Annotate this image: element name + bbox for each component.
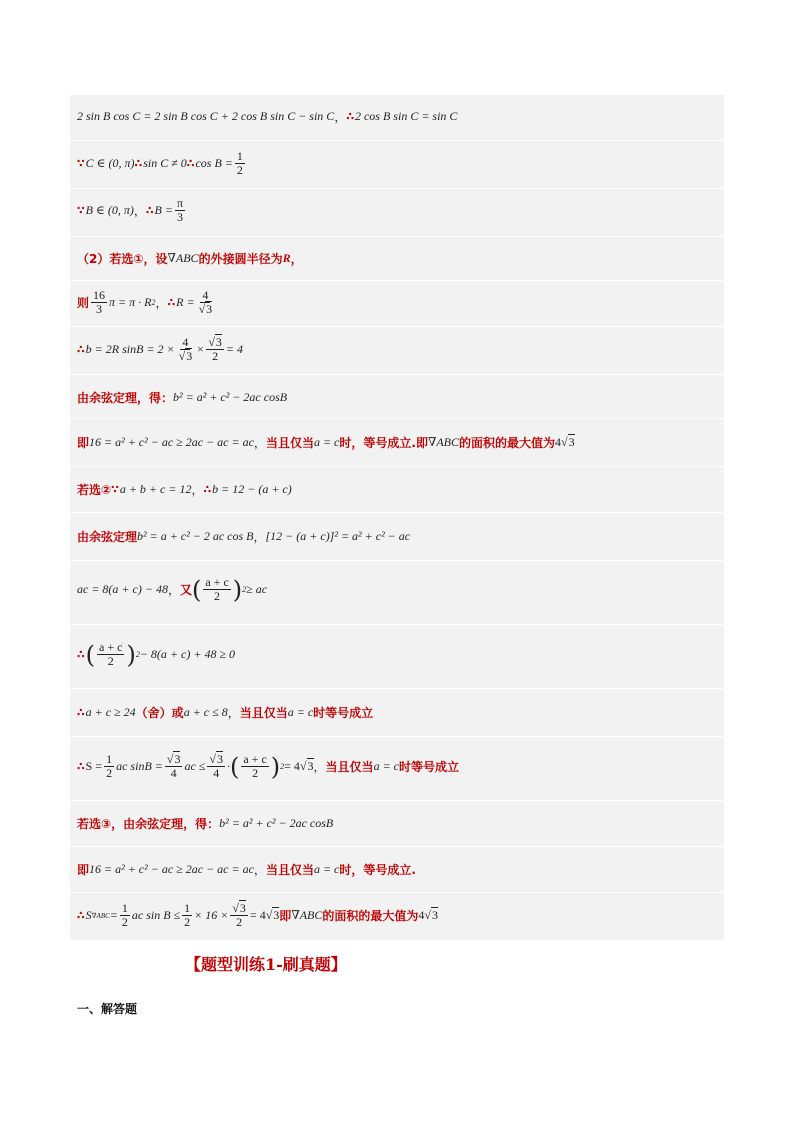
denominator: 4 [170,766,177,780]
value: 4 [418,908,425,922]
sqrt-value: √3 [424,908,438,922]
radicand: 3 [568,435,575,449]
divider [70,140,724,141]
fraction [235,150,245,177]
paren-close: ) [126,640,136,669]
equation: 16 = a² + c² − ac ≥ 2ac − ac = ac [89,435,254,449]
numerator: √3 [232,901,246,915]
radicand: 3 [186,349,193,363]
divider [70,280,724,281]
punctuation: ， [191,483,204,497]
text: 当且仅当 [325,760,374,774]
radicand: 3 [273,908,280,922]
operator: × [196,342,205,356]
section-title: 【题型训练1-刷真题】 [185,955,347,974]
fraction [206,336,224,363]
divider [70,892,724,893]
sqrt-value: √3 [561,435,575,449]
equation: = 4 [284,759,300,773]
numerator: √3 [208,335,222,349]
numerator: π [176,196,184,210]
therefore-icon: ∴ [346,110,354,123]
radicand: 3 [174,752,181,766]
solution-line-1 [77,108,720,125]
subscript: ∇ABC [91,911,110,920]
equation: ≥ ac [246,582,268,596]
radicand: 3 [239,901,246,915]
text: 即 [77,436,90,450]
case-label: 若选③，由余弦定理，得： [77,817,220,831]
divider [70,466,724,467]
text: 则 [77,296,90,310]
equation: R = [176,295,195,309]
operator: = [109,908,118,922]
solution-line-16 [77,861,720,878]
fraction [197,289,215,316]
punctuation: ， [334,110,347,124]
denominator: 2 [107,654,114,668]
therefore-icon: ∴ [145,204,154,217]
fraction [104,753,114,780]
punctuation: ， [290,252,303,266]
paren-close: ) [232,575,243,604]
divider [70,736,724,737]
because-icon: ∵ [77,204,85,217]
operator: · [226,759,230,773]
therefore-icon: ∴ [77,648,85,661]
paren-close: ) [270,752,281,781]
fraction [97,641,124,668]
solution-line-8 [77,434,720,451]
numerator: 1 [106,752,113,766]
equation: b² = a² + c² − 2ac cosB [173,390,288,404]
because-icon: ∵ [77,157,85,170]
punctuation: ， [253,530,266,544]
text: 时，等号成立.即 [339,436,428,450]
therefore-icon: ∴ [134,157,143,170]
solution-line-6 [77,336,720,363]
triangle-name: ∇ABC [291,908,323,922]
denominator: 2 [121,915,128,929]
case-label: 若选② [77,483,112,497]
punctuation: ， [227,706,240,720]
solution-line-2 [77,150,720,177]
therefore-icon: ∴ [77,706,85,719]
numerator: a + c [243,752,267,766]
exponent: 2 [242,585,247,594]
paren-open: ( [85,640,96,669]
equation: π = π · R [109,295,152,309]
equation: ac sin B ≤ [131,908,181,922]
sqrt-value: √3 [299,759,314,773]
denominator: 4 [213,766,220,780]
equation: 16 = a² + c² − ac ≥ 2ac − ac = ac [89,862,254,876]
paren-open: ( [191,575,202,604]
divider [70,624,724,625]
numerator: 1 [184,901,191,915]
divider [70,236,724,237]
equation: b = 12 − (a + c) [212,482,292,496]
equation: B ∈ (0, π) [85,203,134,217]
text: 即 [279,909,292,923]
text: 当且仅当 [265,436,314,450]
numerator: √3 [209,752,223,766]
fraction [241,753,268,780]
therefore-icon: ∴ [186,157,195,170]
solution-line-14 [77,753,720,780]
equation: × 16 × [194,908,229,922]
paren-open: ( [229,752,240,781]
numerator: √3 [166,752,181,766]
numerator: a + c [205,575,229,589]
fraction [120,902,130,929]
text: 的面积的最大值为 [459,436,556,450]
equation: a + c ≤ 8 [183,705,228,719]
fraction [165,753,183,780]
fraction [207,753,225,780]
equation: ac ≤ [184,759,206,773]
divider [70,326,724,327]
case-label: （2）若选①，设 [77,252,168,266]
denominator: 2 [236,163,243,177]
numerator: 4 [182,335,189,349]
equation: C ∈ (0, π) [85,156,135,170]
solution-line-17 [77,902,720,929]
text: 由余弦定理，得： [77,391,174,405]
equation: a = c [373,759,399,773]
equation: ac = 8(a + c) − 48 [77,582,168,596]
therefore-icon: ∴ [203,483,212,496]
divider [70,374,724,375]
exponent: 2 [135,650,140,659]
denominator: 2 [252,766,259,780]
fraction [177,336,195,363]
text: 的面积的最大值为 [322,909,419,923]
radicand: 3 [215,335,222,349]
equation: = 4 [249,908,266,922]
equation: b² = a² + c² − 2ac cosB [219,816,334,830]
fraction [203,576,230,603]
equation: 2 cos B sin C = sin C [354,109,458,123]
equation: cos B = [195,156,233,170]
therefore-icon: ∴ [77,909,85,922]
numerator: 4 [202,288,209,302]
text: 又 [179,583,192,597]
punctuation: ， [167,583,180,597]
equation: a + b + c = 12 [119,482,192,496]
fraction [91,289,107,316]
radicand: 3 [206,302,213,316]
text: （舍）或 [135,706,184,720]
punctuation: ， [313,760,326,774]
punctuation: ， [253,436,266,450]
divider [70,688,724,689]
denominator: 3 [177,210,184,224]
solution-line-4 [77,250,720,267]
area-symbol: S [85,908,92,922]
divider [70,560,724,561]
equation: − 8(a + c) + 48 ≥ 0 [139,647,236,661]
numerator: a + c [99,640,123,654]
radicand: 3 [216,752,223,766]
divider [70,800,724,801]
denominator: 2 [212,349,219,363]
denominator: √3 [198,302,213,316]
equation: b = 2R sinB = 2 × [85,342,175,356]
fraction [175,197,185,224]
punctuation: ， [155,296,168,310]
punctuation: ， [133,204,146,218]
numerator: 16 [93,288,106,302]
solution-line-11 [77,576,720,603]
equation: ac sinB = [116,759,163,773]
denominator: √3 [178,349,193,363]
solution-line-5 [77,289,720,316]
triangle-name: ∇ABC [427,435,459,449]
equation: 2 sin B cos C = 2 sin B cos C + 2 cos B sin C − sin C [77,109,335,123]
text: 的外接圆半径为 [198,252,283,266]
numerator: 1 [236,149,243,163]
solution-line-13 [77,704,720,721]
exponent: 2 [280,762,285,771]
therefore-icon: ∴ [77,760,85,773]
equation: a = c [313,435,340,449]
solution-line-7 [77,389,720,406]
triangle-name: ∇ABC [167,251,199,265]
equation: B = [154,203,173,217]
text: 时，等号成立. [339,863,416,877]
punctuation: ， [253,863,266,877]
value: 4 [555,435,562,449]
text: 时等号成立 [313,706,374,720]
equation: a = c [287,705,314,719]
equation: a + c ≥ 24 [85,705,136,719]
radicand: 3 [307,759,314,773]
divider [70,512,724,513]
numerator: 1 [121,901,128,915]
fraction [182,902,192,929]
radicand: 3 [431,908,438,922]
equation: b² = a + c² − 2 ac cos B [137,529,254,543]
solution-line-15 [77,815,720,832]
text: 时等号成立 [399,760,460,774]
equation: [12 − (a + c)]² = a² + c² − ac [265,529,411,543]
equation: sin C ≠ 0 [143,156,187,170]
radius-symbol: R [282,251,291,265]
solution-line-10 [77,528,720,545]
text: 当且仅当 [239,706,288,720]
divider [70,846,724,847]
exponent: 2 [151,298,156,307]
sqrt-value: √3 [265,908,280,922]
because-icon: ∵ [111,483,119,496]
divider [70,188,724,189]
denominator: 2 [236,915,243,929]
text: 即 [77,863,90,877]
equation: S = [85,759,103,773]
solution-line-9 [77,481,720,498]
equation: = 4 [225,342,244,356]
denominator: 3 [96,302,103,316]
denominator: 2 [214,589,221,603]
solution-line-3 [77,197,720,224]
section-heading: 一、解答题 [77,1002,138,1016]
therefore-icon: ∴ [77,343,85,356]
denominator: 2 [184,915,191,929]
text: 当且仅当 [265,863,314,877]
fraction [230,902,248,929]
text: 由余弦定理 [77,530,138,544]
denominator: 2 [106,766,113,780]
solution-line-12 [77,641,720,668]
therefore-icon: ∴ [167,296,176,309]
equation: a = c [313,862,340,876]
divider [70,418,724,419]
